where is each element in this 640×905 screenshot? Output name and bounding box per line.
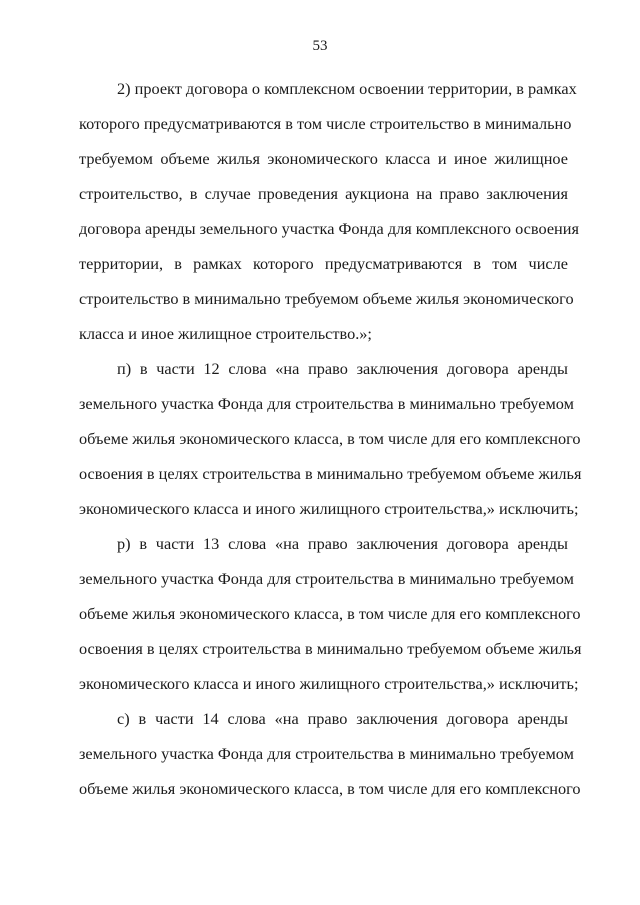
paragraph	[79, 79, 579, 359]
text-line: объеме жилья экономического класса, в том числе для его комплексного	[79, 429, 581, 448]
text-line: объеме жилья экономического класса, в том числе для его комплексного	[79, 779, 581, 798]
text-line: земельного участка Фонда для строительства в минимально требуемом	[79, 744, 574, 763]
text-line: земельного участка Фонда для строительства в минимально требуемом	[79, 394, 574, 413]
text-line: экономического класса и иного жилищного строительства,» исключить;	[79, 499, 579, 518]
document-body	[79, 79, 582, 814]
text-line: освоения в целях строительства в минимально требуемом объеме жилья	[79, 464, 582, 483]
text-line: освоения в целях строительства в минимально требуемом объеме жилья	[79, 639, 582, 658]
paragraph	[79, 709, 581, 814]
text-line: р) в части 13 слова «на право заключения договора аренды	[117, 534, 568, 553]
text-line: требуемом объеме жилья экономического класса и иное жилищное	[79, 149, 568, 168]
page-number: 53	[312, 38, 328, 54]
text-line: которого предусматриваются в том числе строительство в минимально	[79, 114, 572, 133]
text-line: с) в части 14 слова «на право заключения договора аренды	[117, 709, 568, 728]
text-line: договора аренды земельного участка Фонда для комплексного освоения	[79, 219, 579, 238]
text-line: 2) проект договора о комплексном освоении территории, в рамках	[117, 79, 577, 98]
paragraph	[79, 359, 582, 534]
text-line: класса и иное жилищное строительство.»;	[79, 324, 372, 343]
text-line: земельного участка Фонда для строительства в минимально требуемом	[79, 569, 574, 588]
paragraph	[79, 534, 582, 709]
text-line: экономического класса и иного жилищного строительства,» исключить;	[79, 674, 579, 693]
text-line: строительство, в случае проведения аукциона на право заключения	[79, 184, 568, 203]
text-line: объеме жилья экономического класса, в том числе для его комплексного	[79, 604, 581, 623]
text-line: п) в части 12 слова «на право заключения договора аренды	[117, 359, 568, 378]
text-line: территории, в рамках которого предусматриваются в том числе	[79, 254, 568, 273]
text-line: строительство в минимально требуемом объеме жилья экономического	[79, 289, 574, 308]
